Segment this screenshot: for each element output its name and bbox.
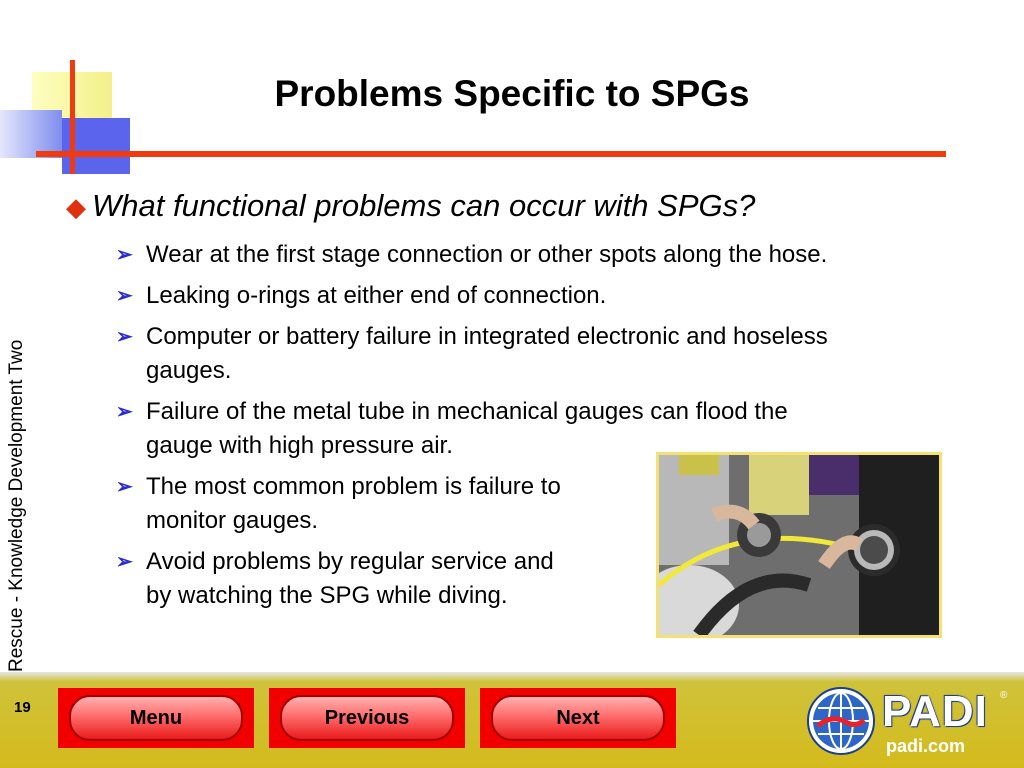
- arrow-bullet-icon: ➢: [116, 244, 133, 266]
- previous-button-label: Previous: [280, 695, 454, 741]
- bullet-text-continued: gauge with high pressure air.: [146, 432, 453, 459]
- arrow-bullet-icon: ➢: [116, 401, 133, 423]
- globe-icon: [806, 686, 876, 756]
- bullet-text: Computer or battery failure in integrated electronic and hoseless: [146, 323, 828, 350]
- bullet-text: The most common problem is failure to: [146, 473, 561, 500]
- page-title: Problems Specific to SPGs: [274, 73, 750, 114]
- bullet-item: [116, 238, 827, 272]
- diamond-icon: ◆: [66, 192, 86, 222]
- slide-number: 19: [14, 699, 31, 716]
- bullet-item: [116, 470, 561, 538]
- decor-red-horizontal-line: [36, 151, 946, 157]
- bullet-text: Avoid problems by regular service and: [146, 548, 554, 575]
- bullet-text: Failure of the metal tube in mechanical gauges can flood the: [146, 398, 788, 425]
- next-button-label: Next: [491, 695, 665, 741]
- question-text: What functional problems can occur with SPGs?: [92, 188, 756, 223]
- bullet-text-continued: monitor gauges.: [146, 507, 319, 534]
- menu-button[interactable]: [58, 688, 254, 748]
- arrow-bullet-icon: ➢: [116, 476, 133, 498]
- bullet-text: Wear at the first stage connection or other spots along the hose.: [146, 241, 828, 268]
- next-button[interactable]: [480, 688, 676, 748]
- padi-logo: [806, 686, 1016, 760]
- padi-wordmark: PADI: [882, 687, 988, 736]
- bullet-item: [116, 320, 828, 388]
- bullet-text-continued: gauges.: [146, 357, 232, 384]
- menu-button-label: Menu: [69, 695, 243, 741]
- diver-gauges-photo: [656, 452, 942, 638]
- registered-mark: ®: [1000, 690, 1008, 701]
- arrow-bullet-icon: ➢: [116, 326, 133, 348]
- footer-bar: [0, 672, 1024, 768]
- arrow-bullet-icon: ➢: [116, 551, 133, 573]
- bullet-text-continued: by watching the SPG while diving.: [146, 582, 508, 609]
- padi-url: padi.com: [886, 736, 966, 756]
- previous-button[interactable]: [269, 688, 465, 748]
- side-label: Rescue - Knowledge Development Two: [6, 339, 27, 672]
- arrow-bullet-icon: ➢: [116, 285, 133, 307]
- photo-illustration: [659, 455, 939, 635]
- bullet-text: Leaking o-rings at either end of connection.: [146, 282, 607, 309]
- main-question: [66, 188, 755, 224]
- bullet-item: [116, 279, 606, 313]
- bullet-item: [116, 545, 554, 613]
